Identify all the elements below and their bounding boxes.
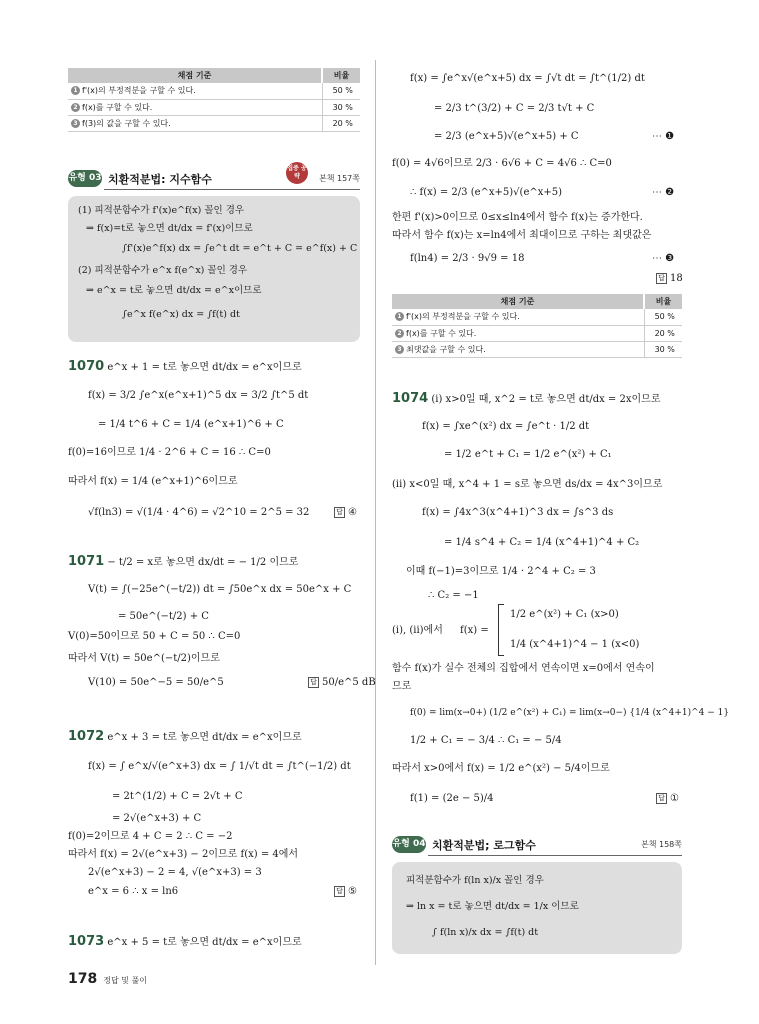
section-ref: 본책 157쪽 bbox=[319, 174, 360, 183]
concept-box-03: (1) 피적분함수가 f'(x)e^f(x) 꼴인 경우 ⇒ f(x)=t로 놓으면 dt/dx = f'(x)이므로 ∫f'(x)e^f(x) dx = ∫e^t dt = e^t + C = e^f(x) + C (2) 피적분함수가 e^x f(e^x) 꼴인 경우 ⇒ e^x = t로 놓으면 dt/dx = e^x이므로 ∫e^x f(e^x) dx = ∫f(t) dt bbox=[68, 196, 360, 342]
page-number: 178 bbox=[68, 971, 98, 987]
table-row: 3 f(3)의 값을 구할 수 있다. 20 % bbox=[68, 115, 360, 131]
section-header-03 bbox=[68, 165, 360, 190]
table-row: 2 f(x)를 구할 수 있다. 30 % bbox=[68, 99, 360, 115]
problem-1073-start: 1073 e^x + 5 = t로 놓으면 dt/dx = e^x이므로 bbox=[68, 934, 302, 949]
footer-text: 정답 및 풀이 bbox=[103, 976, 147, 985]
column-divider bbox=[375, 60, 376, 965]
section-tag: 유형 03 bbox=[68, 170, 102, 187]
answer-1073: 답 18 bbox=[656, 272, 683, 286]
concept-box-04: 피적분함수가 f(ln x)/x 꼴인 경우 ⇒ ln x = t로 놓으면 dt/dx = 1/x 이므로 ∫ f(ln x)/x dx = ∫f(t) dt bbox=[392, 862, 682, 954]
problem-id: 1070 bbox=[68, 359, 105, 374]
page-footer bbox=[68, 968, 147, 987]
table-header-ratio: 비율 bbox=[322, 68, 360, 83]
step-mark: ⋯ ❸ bbox=[652, 253, 675, 264]
answer-1070: 답 ④ bbox=[334, 506, 357, 520]
table-row: 1 f'(x)의 부정적분을 구할 수 있다. 50 % bbox=[392, 309, 682, 325]
table-row: 1 f'(x)의 부정적분을 구할 수 있다. 50 % bbox=[68, 83, 360, 99]
grading-table-2: 채점 기준 비율 1 f'(x)의 부정적분을 구할 수 있다. 50 % 2 f(x)를 구할 수 있다. 20 % 3 최댓값을 구할 수 있다. 30 % bbox=[392, 294, 682, 358]
step-mark: ⋯ ❷ bbox=[652, 187, 675, 198]
section-header-04: 유형 04 치환적분법; 로그함수 본책 158쪽 bbox=[392, 834, 682, 856]
answer-1072: 답 ⑤ bbox=[334, 885, 357, 899]
table-header-criteria: 채점 기준 bbox=[68, 68, 322, 83]
section-title: 치환적분법: 지수함수 bbox=[108, 173, 212, 186]
table-row: 3 최댓값을 구할 수 있다. 30 % bbox=[392, 341, 682, 357]
focus-badge: 집중 공략 bbox=[286, 162, 308, 184]
right-column: f(x) = ∫e^x√(e^x+5) dx = ∫√t dt = ∫t^(1/2) dt = 2/3 t^(3/2) + C = 2/3 t√t + C = 2/3 (e^x+5)√(e^x+5) + C ⋯ ❶ f(0) = 4√6이므로 2/3 · 6√6 + C = 4√6 ∴ C=0 ∴ f(x) = 2/3 (e^x+5)√(e^x+5) ⋯ ❷ 한편 f'(x)>0이므로 0≤x≤ln4에서 함수 f(x)는 증가한다. 따라서 함수 f(x)는 x=ln4에서 최대이므로 구하는 최댓값은 f(ln4) = 2/3 · 9√9 = 18 ⋯ ❸ 답 18 채점 기준 비율 1 f'(x)의 부정적분을 구할 수 있다. 50 % 2 f(x)를 구할 수 있다. 20 % 3 최댓값을 구할 수 있다. 30 % 1074 (i) x>0일 때, x^2 = t로 놓으면 dt/dx = 2x이므로 f(x) = ∫xe^(x²) dx = ∫e^t · 1/2 dt = 1/2 e^t + C₁ = 1/2 e^(x²) + C₁ (ii) x<0일 때, x^4 + 1 = s로 놓으면 ds/dx = 4x^3이므로 f(x) = ∫4x^3(x^4+1)^3 dx = ∫s^3 ds = 1/4 s^4 + C₂ = 1/4 (x^4+1)^4 + C₂ 이때 f(−1)=3이므로 1/4 · 2^4 + C₂ = 3 ∴ C₂ = −1 (i), (ii)에서 f(x) = 1/2 e^(x²) + C₁ (x>0) 1/4 (x^4+1)^4 − 1 (x<0) 함수 f(x)가 실수 전체의 집합에서 연속이면 x=0에서 연속이 므로 f(0) = lim(x→0+) (1/2 e^(x²) + C₁) = lim(x→0−) {1/4 (x^4+1)^4 − 1} 1/2 + C₁ = − 3/4 ∴ C₁ = − 5/4 따라서 x>0에서 f(x) = 1/2 e^(x²) − 5/4이므로 f(1) = (2e − 5)/4 답 ① 유형 04 치환적분법; 로그함수 본책 158쪽 피적분함수가 f(ln x)/x 꼴인 경우 ⇒ ln x = t로 놓으면 dt/dx = 1/x 이므로 ∫ f(ln x)/x dx = ∫f(t) dt bbox=[392, 0, 682, 1024]
step-mark: ⋯ ❶ bbox=[652, 131, 675, 142]
left-column: 채점 기준 비율 1 f'(x)의 부정적분을 구할 수 있다. 50 % 2 f(x)를 구할 수 있다. 30 % 3 f(3)의 값을 구할 수 있다. 20 % 유형 03 치환적분법: 지수함수 집중 공략 본책 157쪽 (1) 피적분함수가 f'(x)e^f(x) 꼴인 경우 ⇒ f(x)=t로 놓으면 dt/dx = f'(x)이므로 ∫f'(x)e^f(x) dx = ∫e^t dt = e^t + C = e^f(x) + C (2) 피적분함수가 e^x f(e^x) 꼴인 경우 ⇒ e^x = t로 놓으면 dt/dx = e^x이므로 ∫e^x f(e^x) dx = ∫f(t) dt 1070 e^x + 1 = t로 놓으면 dt/dx = e^x이므로 f(x) = 3/2 ∫e^x(e^x+1)^5 dx = 3/2 ∫t^5 dt = 1/4 t^6 + C = 1/4 (e^x+1)^6 + C f(0)=16이므로 1/4 · 2^6 + C = 16 ∴ C=0 따라서 f(x) = 1/4 (e^x+1)^6이므로 √f(ln3) = √(1/4 · 4^6) = √2^10 = 2^5 = 32 답 ④ 1071 − t/2 = x로 놓으면 dx/dt = − 1/2 이므로 V(t) = ∫(−25e^(−t/2)) dt = ∫50e^x dx = 50e^x + C = 50e^(−t/2) + C V(0)=50이므로 50 + C = 50 ∴ C=0 따라서 V(t) = 50e^(−t/2)이므로 V(10) = 50e^−5 = 50/e^5 답 50/e^5 dB 1072 e^x + 3 = t로 놓으면 dt/dx = e^x이므로 f(x) = ∫ e^x/√(e^x+3) dx = ∫ 1/√t dt = ∫t^(−1/2) dt = 2t^(1/2) + C = 2√t + C = 2√(e^x+3) + C f(0)=2이므로 4 + C = 2 ∴ C = −2 따라서 f(x) = 2√(e^x+3) − 2이므로 f(x) = 4에서 2√(e^x+3) − 2 = 4, √(e^x+3) = 3 e^x = 6 ∴ x = ln6 답 ⑤ 1073 e^x + 5 = t로 놓으면 dt/dx = e^x이므로 bbox=[68, 0, 360, 1024]
answer-1074: 답 ① bbox=[656, 792, 679, 806]
piecewise-brace bbox=[498, 604, 504, 656]
answer-1071: 답 50/e^5 dB bbox=[308, 676, 376, 690]
table-row: 2 f(x)를 구할 수 있다. 20 % bbox=[392, 325, 682, 341]
grading-table-1 bbox=[68, 68, 360, 132]
